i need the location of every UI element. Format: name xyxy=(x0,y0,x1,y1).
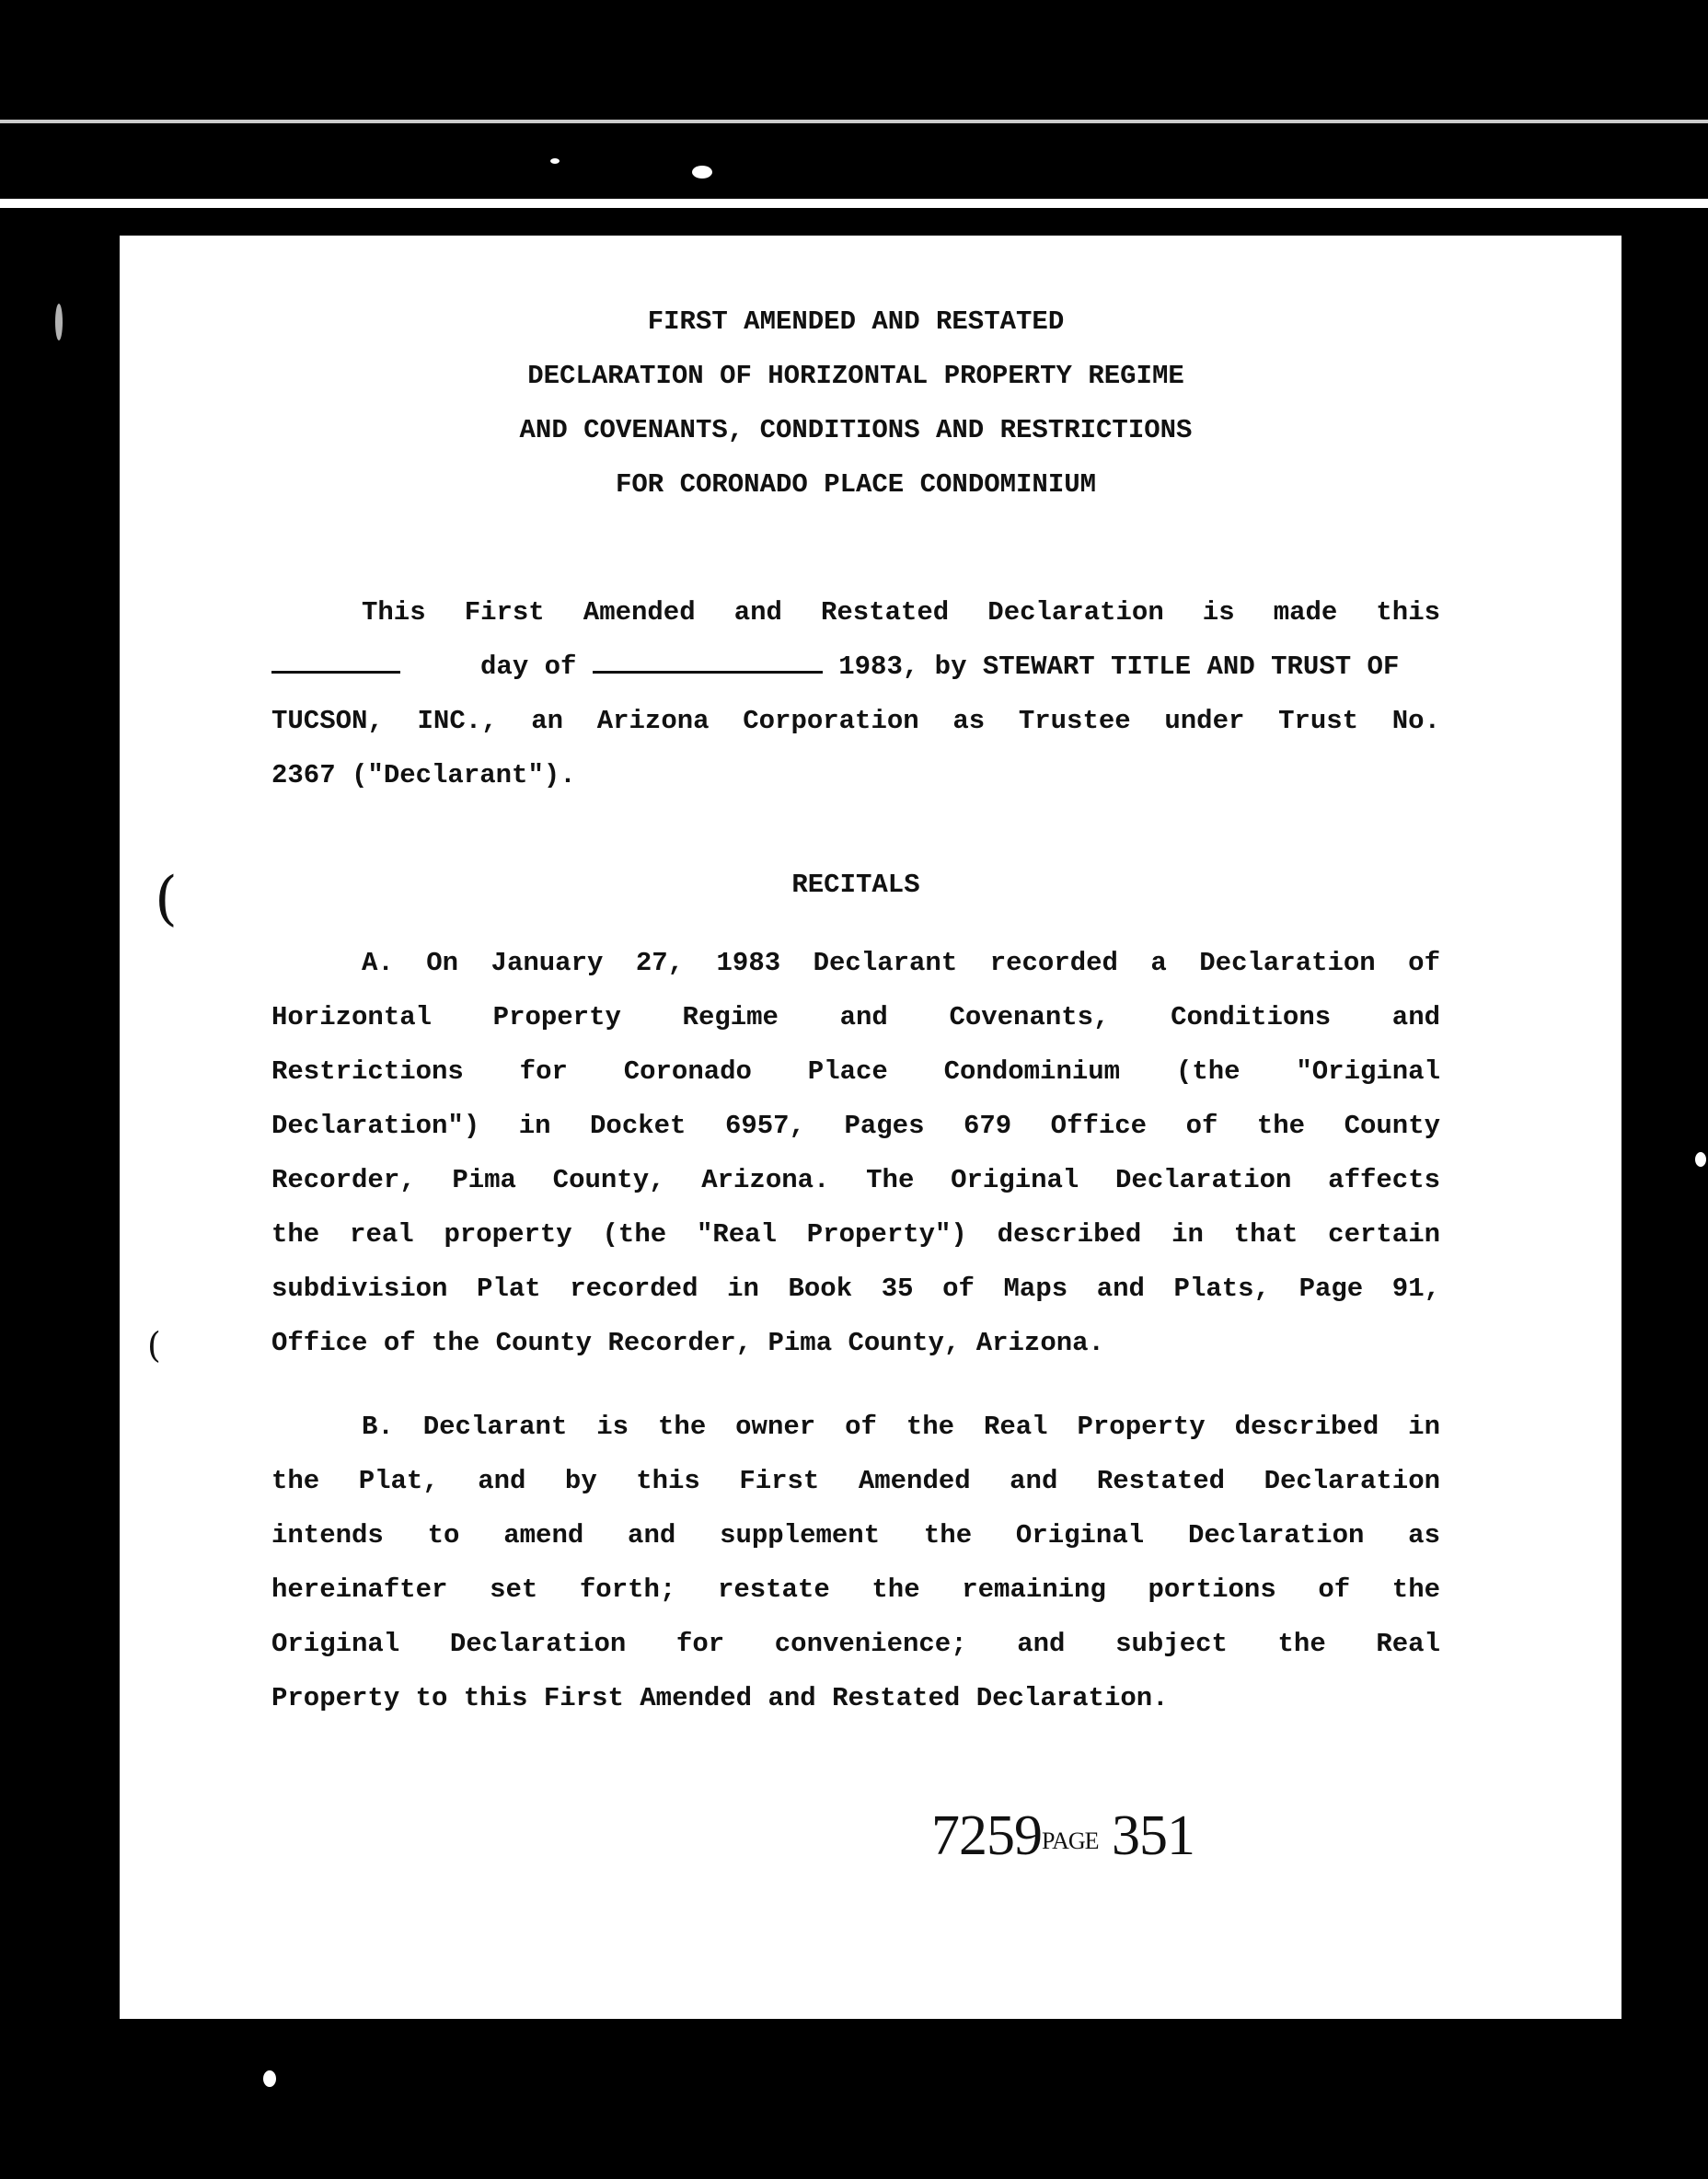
date-blank-day xyxy=(271,652,400,674)
paragraph-line: subdivision Plat recorded in Book 35 of Maps and Plats, Page 91, xyxy=(271,1274,1440,1304)
paragraph-line: the Plat, and by this First Amended and Restated Declaration xyxy=(271,1466,1440,1496)
intro-line: 2367 ("Declarant"). xyxy=(271,760,576,790)
date-blank-month xyxy=(593,652,823,674)
scan-speck xyxy=(263,2070,276,2087)
intro-line xyxy=(271,640,1440,694)
recital-paragraph-b xyxy=(271,1400,1440,1725)
paragraph-line: Recorder, Pima County, Arizona. The Original Declaration affects xyxy=(271,1165,1440,1195)
paragraph-line: Restrictions for Coronado Place Condominium (the "Original xyxy=(271,1056,1440,1087)
title-line: DECLARATION OF HORIZONTAL PROPERTY REGIME xyxy=(527,361,1184,391)
intro-year-party: 1983, by STEWART TITLE AND TRUST OF xyxy=(838,651,1400,682)
recording-stamp xyxy=(931,1804,1194,1869)
paragraph-line: the real property (the "Real Property") described in that certain xyxy=(271,1219,1440,1250)
paragraph-line: Horizontal Property Regime and Covenants, Conditions and xyxy=(271,1002,1440,1032)
scan-edge-line xyxy=(0,199,1708,208)
paragraph-line: Office of the County Recorder, Pima County, Arizona. xyxy=(271,1328,1104,1358)
document-title xyxy=(271,294,1440,512)
scan-speck xyxy=(550,158,560,164)
paragraph-line: intends to amend and supplement the Original Declaration as xyxy=(271,1520,1440,1551)
margin-bracket-mark: ( xyxy=(147,1325,161,1366)
recital-paragraph-a xyxy=(271,936,1440,1370)
margin-bracket-mark: ( xyxy=(155,865,178,933)
recitals-heading: RECITALS xyxy=(791,870,920,900)
intro-line: This First Amended and Restated Declaration is made this xyxy=(362,597,1440,628)
paragraph-line: Property to this First Amended and Restated Declaration. xyxy=(271,1683,1169,1713)
stamp-page-number: 351 xyxy=(1112,1804,1195,1867)
stamp-page-label: PAGE xyxy=(1042,1827,1099,1854)
scan-speck xyxy=(692,166,712,179)
scan-edge-line xyxy=(0,120,1708,123)
paragraph-line: Original Declaration for convenience; and subject the Real xyxy=(271,1629,1440,1659)
paragraph-line: hereinafter set forth; restate the remaining portions of the xyxy=(271,1574,1440,1605)
title-line: AND COVENANTS, CONDITIONS AND RESTRICTIONS xyxy=(519,415,1193,445)
paragraph-line: B. Declarant is the owner of the Real Property described in xyxy=(362,1412,1440,1442)
intro-line: TUCSON, INC., an Arizona Corporation as Trustee under Trust No. xyxy=(271,706,1440,736)
paragraph-line: A. On January 27, 1983 Declarant recorded a Declaration of xyxy=(362,948,1440,978)
title-line: FIRST AMENDED AND RESTATED xyxy=(647,306,1065,337)
paragraph-line: Declaration") in Docket 6957, Pages 679 Office of the County xyxy=(271,1111,1440,1141)
intro-paragraph xyxy=(271,585,1440,802)
scan-speck xyxy=(1695,1152,1706,1167)
scan-speck xyxy=(55,304,63,340)
intro-day-of: day of xyxy=(480,651,577,682)
stamp-docket-number: 7259 xyxy=(931,1804,1042,1867)
title-line: FOR CORONADO PLACE CONDOMINIUM xyxy=(615,469,1097,500)
